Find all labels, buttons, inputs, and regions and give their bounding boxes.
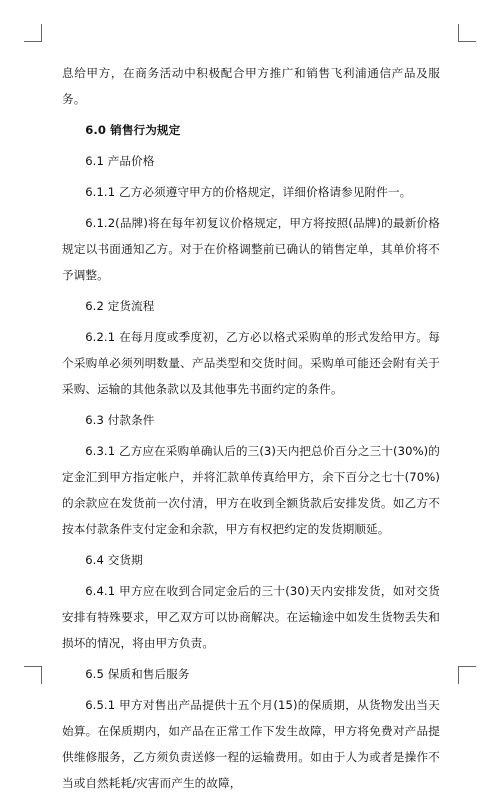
paragraph-6-5-1: 6.5.1 甲方对售出产品提供十五个月(15)的保质期，从货物发出当天始算。在保质期内，如产品在正常工作下发生故障，甲方将免费对产品提供维修服务，乙方须负责送修一程的运输费用。如由于人为或者是操作不当或自然耗耗/灾害而产生的故障， (62, 698, 440, 790)
section-heading-6-0: 6.0 销售行为规定 (85, 123, 181, 137)
document-body (62, 60, 440, 796)
crop-mark-bottom-right-v (458, 666, 459, 684)
crop-mark-top-left-h (24, 41, 42, 42)
paragraph-intro: 息给甲方，在商务活动中积极配合甲方推广和销售飞利浦通信产品及服务。 (62, 66, 440, 106)
crop-mark-bottom-left-v (41, 666, 42, 684)
subsection-heading-6-1: 6.1 产品价格 (85, 154, 155, 168)
crop-mark-bottom-left-h (24, 666, 42, 667)
crop-mark-top-left-v (41, 24, 42, 42)
crop-mark-bottom-right-h (458, 666, 476, 667)
subsection-heading-6-5: 6.5 保质和售后服务 (85, 667, 190, 681)
subsection-heading-6-3: 6.3 付款条件 (85, 413, 155, 427)
paragraph-6-1-1: 6.1.1 乙方必须遵守甲方的价格规定，详细价格请参见附件一。 (85, 185, 412, 199)
crop-mark-top-right-v (458, 24, 459, 42)
paragraph-6-3-1: 6.3.1 乙方应在采购单确认后的三(3)天内把总价百分之三十(30%)的定金汇到甲方指定帐户，并将汇款单传真给甲方，余下百分之七十(70%)的余款应在发货前一次付清，甲方在收到全额货款后安排发货。如乙方不按本付款条件支付定金和余款，甲方有权把约定的发货期顺延。 (62, 444, 440, 536)
crop-mark-top-right-h (458, 41, 476, 42)
subsection-heading-6-2: 6.2 定货流程 (85, 299, 155, 313)
subsection-heading-6-4: 6.4 交货期 (85, 553, 143, 567)
paragraph-6-2-1: 6.2.1 在每月度或季度初，乙方必以格式采购单的形式发给甲方。每个采购单必须列明数量、产品类型和交货时间。采购单可能还会附有关于采购、运输的其他条款以及其他事先书面约定的条件。 (62, 330, 440, 396)
paragraph-6-4-1: 6.4.1 甲方应在收到合同定金后的三十(30)天内安排发货，如对交货安排有特殊要求，甲乙双方可以协商解决。在运输途中如发生货物丢失和损坏的情况，将由甲方负责。 (62, 584, 440, 650)
paragraph-6-1-2: 6.1.2(品牌)将在每年初复议价格规定，甲方将按照(品牌)的最新价格规定以书面通知乙方。对于在价格调整前已确认的销售定单，其单价将不予调整。 (62, 216, 440, 282)
